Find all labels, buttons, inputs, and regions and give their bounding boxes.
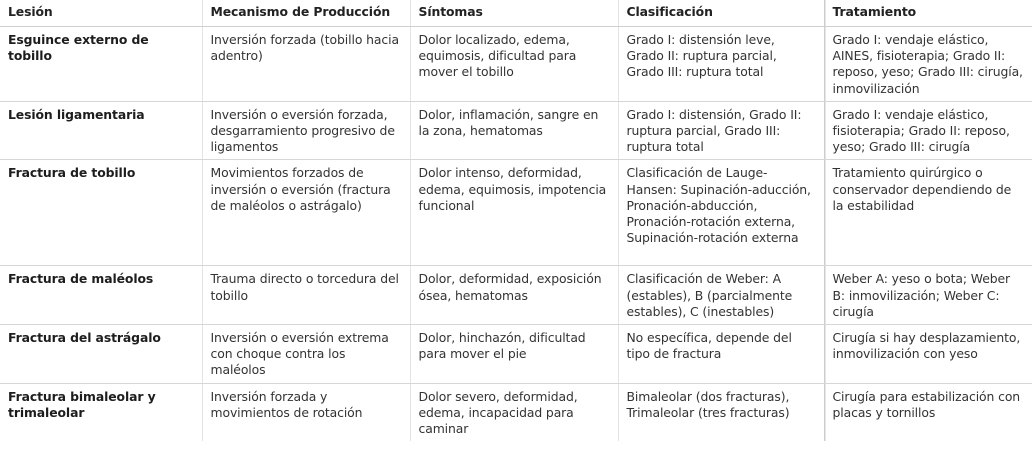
- cell-clasificacion: Grado I: distensión, Grado II: ruptura parcial, Grado III: ruptura total: [618, 101, 824, 160]
- table-row: [0, 160, 1032, 266]
- cell-clasificacion: Bimaleolar (dos fracturas), Trimaleolar (tres fracturas): [618, 383, 824, 441]
- cell-tratamiento: Weber A: yeso o bota; Weber B: inmovilización; Weber C: cirugía: [824, 266, 1032, 325]
- cell-mecanismo: Movimientos forzados de inversión o eversión (fractura de maléolos o astrágalo): [202, 160, 410, 266]
- table-row: [0, 101, 1032, 160]
- cell-tratamiento: Cirugía si hay desplazamiento, inmovilización con yeso: [824, 325, 1032, 384]
- cell-tratamiento: Tratamiento quirúrgico o conservador dependiendo de la estabilidad: [824, 160, 1032, 266]
- cell-tratamiento: Grado I: vendaje elástico, AINES, fisioterapia; Grado II: reposo, yeso; Grado III: cirugía, inmovilización: [824, 27, 1032, 102]
- cell-clasificacion: No específica, depende del tipo de fractura: [618, 325, 824, 384]
- header-tratamiento: Tratamiento: [824, 0, 1032, 27]
- cell-tratamiento: Grado I: vendaje elástico, fisioterapia; Grado II: reposo, yeso; Grado III: cirugía: [824, 101, 1032, 160]
- header-row: [0, 0, 1032, 27]
- table-row: [0, 325, 1032, 384]
- cell-sintomas: Dolor, hinchazón, dificultad para mover el pie: [410, 325, 618, 384]
- cell-mecanismo: Inversión o eversión extrema con choque contra los maléolos: [202, 325, 410, 384]
- table-row: [0, 383, 1032, 441]
- table-body: [0, 27, 1032, 442]
- cell-mecanismo: Inversión forzada (tobillo hacia adentro): [202, 27, 410, 102]
- header-sintomas: Síntomas: [410, 0, 618, 27]
- cell-sintomas: Dolor, deformidad, exposición ósea, hematomas: [410, 266, 618, 325]
- cell-sintomas: Dolor localizado, edema, equimosis, dificultad para mover el tobillo: [410, 27, 618, 102]
- cell-clasificacion: Grado I: distensión leve, Grado II: ruptura parcial, Grado III: ruptura total: [618, 27, 824, 102]
- cell-lesion: Fractura de tobillo: [0, 160, 202, 266]
- cell-clasificacion: Clasificación de Weber: A (estables), B (parcialmente estables), C (inestables): [618, 266, 824, 325]
- cell-lesion: Fractura de maléolos: [0, 266, 202, 325]
- cell-lesion: Lesión ligamentaria: [0, 101, 202, 160]
- table-row: [0, 266, 1032, 325]
- table-row: [0, 27, 1032, 102]
- cell-clasificacion: Clasificación de Lauge-Hansen: Supinación-aducción, Pronación-abducción, Pronación-rotación externa, Supinación-rotación externa: [618, 160, 824, 266]
- header-mecanismo: Mecanismo de Producción: [202, 0, 410, 27]
- cell-mecanismo: Inversión o eversión forzada, desgarramiento progresivo de ligamentos: [202, 101, 410, 160]
- cell-sintomas: Dolor severo, deformidad, edema, incapacidad para caminar: [410, 383, 618, 441]
- cell-sintomas: Dolor intenso, deformidad, edema, equimosis, impotencia funcional: [410, 160, 618, 266]
- cell-mecanismo: Inversión forzada y movimientos de rotación: [202, 383, 410, 441]
- header-lesion: Lesión: [0, 0, 202, 27]
- cell-lesion: Fractura del astrágalo: [0, 325, 202, 384]
- header-clasificacion: Clasificación: [618, 0, 824, 27]
- cell-tratamiento: Cirugía para estabilización con placas y tornillos: [824, 383, 1032, 441]
- table-header: [0, 0, 1032, 27]
- cell-lesion: Fractura bimaleolar y trimaleolar: [8, 388, 156, 420]
- cell-sintomas: Dolor, inflamación, sangre en la zona, hematomas: [410, 101, 618, 160]
- cell-lesion: Esguince externo de tobillo: [0, 27, 202, 102]
- cell-mecanismo: Trauma directo o torcedura del tobillo: [202, 266, 410, 325]
